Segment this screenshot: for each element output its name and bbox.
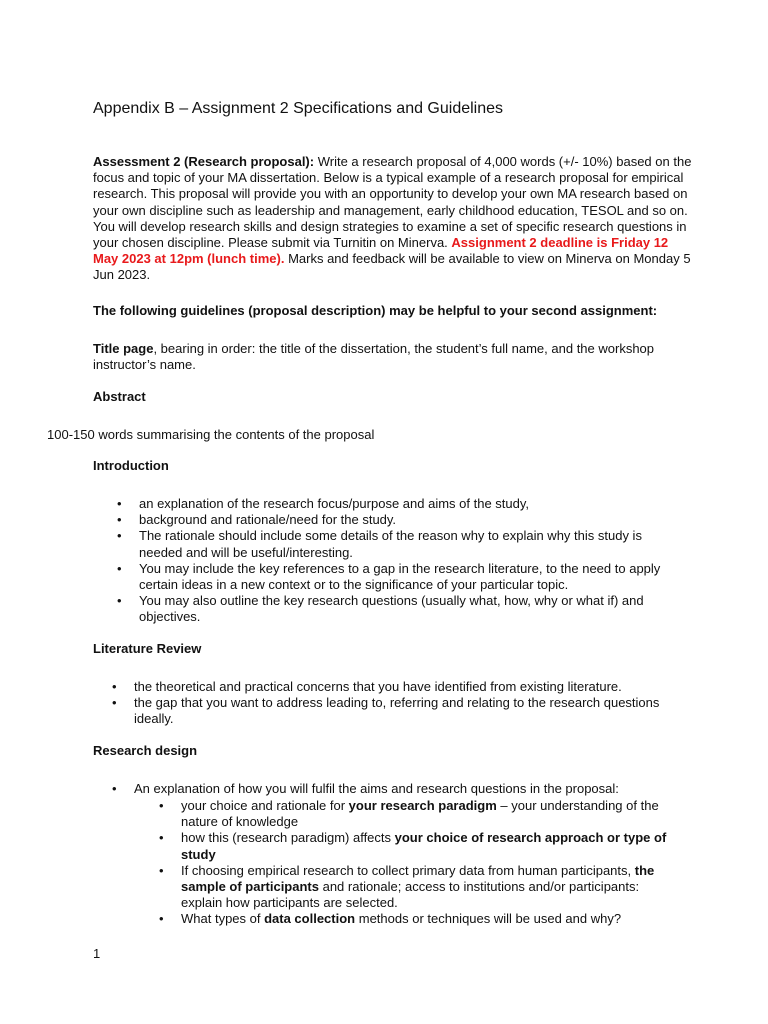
list-item: • What types of data collection methods or techniques will be used and why? [159, 911, 622, 927]
literature-review-heading: Literature Review [93, 641, 202, 656]
page-number: 1 [93, 946, 101, 961]
list-item: • You may include the key references to a gap in the research literature, to the need to apply certain ideas in a new context or to the significance of your particular topic. [117, 560, 661, 593]
guidelines-heading: The following guidelines (proposal description) may be helpful to your second assignment: [93, 303, 658, 318]
list-item: • an explanation of the research focus/purpose and aims of the study, [117, 496, 529, 511]
list-item: • background and rationale/need for the study. [117, 512, 397, 528]
feedback-text: Marks and feedback will be available to view on Minerva on Monday 5 Jun 2023. [93, 251, 691, 283]
list-item: • the gap that you want to address leading to, referring and relating to the research questions ideally. [112, 695, 660, 727]
title-page-paragraph [93, 341, 693, 373]
title-page-label: Title page [93, 341, 154, 356]
literature-review-list [112, 679, 674, 728]
title-page-text: , bearing in order: the title of the dissertation, the student’s full name, and the workshop instructor’s name. [93, 341, 655, 373]
assessment-text: Write a research proposal of 4,000 words (+/- 10%) based on the focus and topic of your MA dissertation. Below is a typical example of a research proposal for empirical research. This proposal will provide you with an opportunity to develop your own MA research based on your own discipline such as leadership and management, early childhood education, TESOL and so on. You will develop research skills and design strategies to examine a set of specific research questions in your chosen discipline. Please submit via Turnitin on Minerva. [93, 154, 692, 251]
assessment-paragraph [93, 154, 693, 284]
list-item: • The rationale should include some details of the reason why to explain why this study is needed and will be useful/interesting. [117, 528, 642, 560]
list-item: • your choice and rationale for your research paradigm – your understanding of the nature of knowledge [159, 798, 659, 830]
abstract-text: 100-150 words summarising the contents of the proposal [47, 427, 375, 442]
research-design-list [112, 781, 694, 797]
abstract-heading: Abstract [93, 389, 146, 404]
introduction-heading: Introduction [93, 458, 169, 473]
list-item: • You may also outline the key research questions (usually what, how, why or what if) and objectives. [117, 593, 644, 625]
assessment-label: Assessment 2 (Research proposal): [93, 154, 315, 169]
introduction-list [117, 496, 679, 626]
list-item: • An explanation of how you will fulfil the aims and research questions in the proposal: [112, 781, 619, 796]
research-design-heading: Research design [93, 743, 198, 758]
research-design-sublist [159, 798, 671, 928]
list-item: • how this (research paradigm) affects your choice of research approach or type of study [159, 830, 667, 862]
list-item: • the theoretical and practical concerns that you have identified from existing literature. [112, 679, 622, 694]
list-item: • If choosing empirical research to collect primary data from human participants, the sample of participants and rationale; access to institutions and/or participants: explain how participants are selected. [159, 862, 655, 911]
page-title: Appendix B – Assignment 2 Specifications and Guidelines [93, 100, 504, 117]
deadline-text: Assignment 2 deadline is Friday 12 May 2023 at 12pm (lunch time). [93, 235, 669, 267]
